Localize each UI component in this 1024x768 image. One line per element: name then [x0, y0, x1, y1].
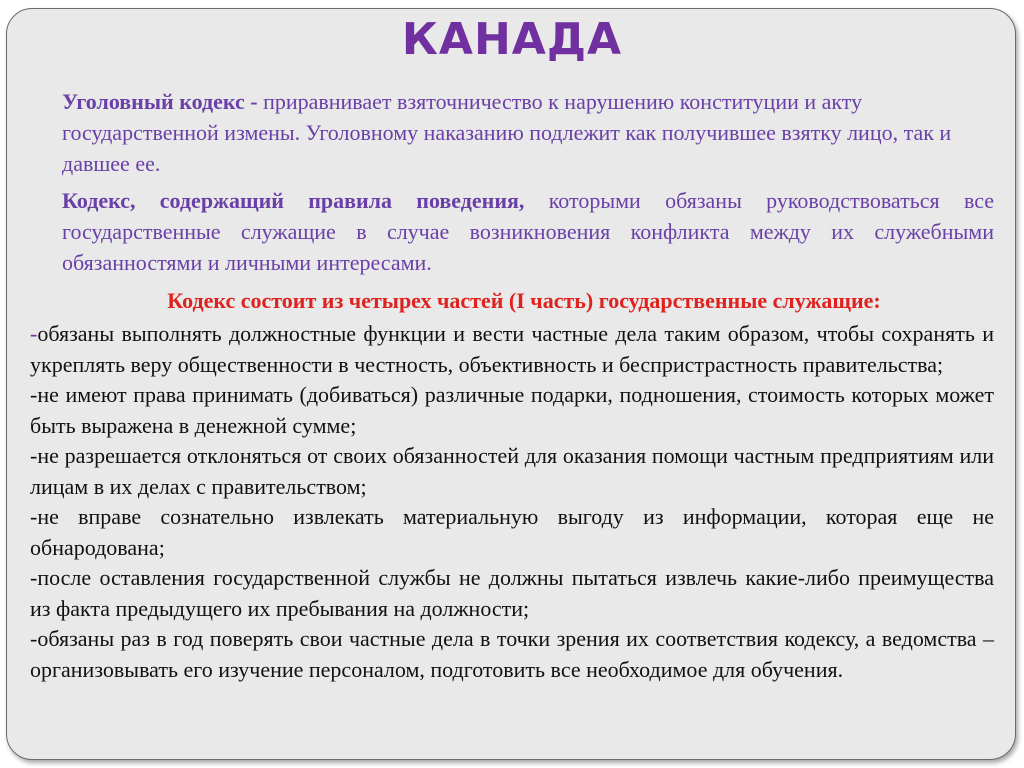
list-item-text: обязаны раз в год поверять свои частные дела в точки зрения их соответствия кодексу, а ведомства – организовывать его изучение персоналом, подготовить все необходимое для обучения.	[30, 626, 994, 682]
conduct-code-text: которыми обязаны руководствоваться все государственные служащие в случае возникновения конфликта между их служебными обязанностями и личными интересами.	[62, 188, 994, 275]
list-item	[30, 441, 994, 502]
list-item	[30, 624, 994, 685]
criminal-code-lead: Уголовный кодекс -	[62, 89, 264, 114]
criminal-code-text: приравнивает взяточничество к нарушению конституции и акту государственной измены. Уголовному наказанию подлежит как получившее взятку лицо, так и давшее ее.	[62, 89, 952, 176]
conduct-code-paragraph	[62, 185, 994, 278]
slide-title: КАНАДА	[401, 14, 623, 65]
duties-list	[30, 319, 994, 685]
list-item	[30, 319, 994, 380]
list-item	[30, 502, 994, 563]
list-item-text: после оставления государственной службы не должны пытаться извлечь какие-либо преимущества из факта предыдущего их пребывания на должности;	[30, 565, 994, 621]
list-dash: -	[30, 504, 38, 529]
list-dash: -	[30, 382, 38, 407]
code-parts-heading: Кодекс состоит из четырех частей (I часть) государственные служащие:	[167, 288, 881, 313]
list-dash: -	[30, 626, 38, 651]
list-dash: -	[30, 443, 38, 468]
list-dash: -	[30, 321, 38, 346]
list-item-text: не имеют права принимать (добиваться) различные подарки, подношения, стоимость которых может быть выражена в денежной сумме;	[30, 382, 994, 438]
criminal-code-paragraph	[62, 86, 962, 179]
list-item-text: не вправе сознательно извлекать материальную выгоду из информации, которая еще не обнародована;	[30, 504, 994, 560]
list-item-text: не разрешается отклоняться от своих обязанностей для оказания помощи частным предприятиям или лицам в их делах с правительством;	[30, 443, 994, 499]
list-item	[30, 380, 994, 441]
list-item	[30, 563, 994, 624]
list-dash: -	[30, 565, 38, 590]
conduct-code-lead: Кодекс, содержащий правила поведения,	[62, 188, 525, 213]
list-item-text: обязаны выполнять должностные функции и вести частные дела таким образом, чтобы сохранять и укреплять веру общественности в честность, объективность и беспристрастность правительства;	[30, 321, 994, 377]
